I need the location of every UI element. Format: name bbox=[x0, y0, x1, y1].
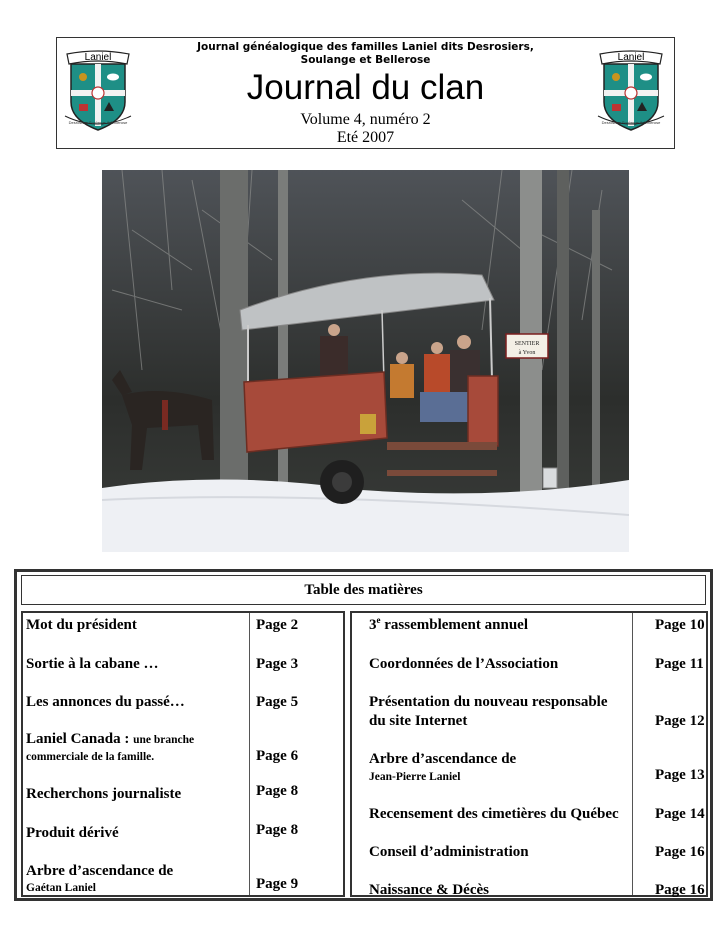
toc-column-left bbox=[21, 611, 345, 897]
season-label: Eté 2007 bbox=[336, 129, 395, 146]
toc-entry-title: Conseil d’administration bbox=[369, 844, 529, 860]
toc-entry-title: Mot du président bbox=[26, 617, 137, 633]
publisher-line: Journal généalogique des familles Laniel dits Desrosiers, bbox=[197, 41, 534, 53]
toc-column-right bbox=[350, 611, 708, 897]
toc-entry-page: Page 6 bbox=[256, 748, 299, 764]
toc-entry-page: Page 16 bbox=[655, 844, 705, 860]
crest-caption: Desrosiers Soulange & Bellerose bbox=[601, 120, 661, 125]
toc-entry-title: Naissance & Décès bbox=[369, 882, 489, 898]
toc-entry-title: Recherchons journaliste bbox=[26, 786, 182, 802]
toc-entry-page: Page 10 bbox=[655, 617, 705, 633]
toc-entry-title bbox=[26, 730, 194, 749]
toc-entry-subtitle: Jean-Pierre Laniel bbox=[369, 771, 461, 783]
toc-entry-title: Recensement des cimetières du Québec bbox=[369, 806, 619, 822]
crest-caption: Desrosiers Soulange & Bellerose bbox=[68, 120, 128, 125]
toc-entry-title-main: Laniel Canada : bbox=[26, 731, 134, 747]
toc-entry-page: Page 14 bbox=[655, 806, 705, 822]
toc-entry-page: Page 8 bbox=[256, 822, 299, 838]
volume-label: Volume 4, numéro 2 bbox=[300, 111, 431, 128]
toc-entry-title bbox=[369, 616, 528, 634]
toc-entry-title: Sortie à la cabane … bbox=[26, 656, 159, 672]
page-title: Journal du clan bbox=[246, 68, 485, 107]
trail-sign-text: à Yvon bbox=[518, 350, 536, 356]
toc-entry-page: Page 5 bbox=[256, 694, 299, 710]
masthead bbox=[56, 37, 675, 149]
toc-entry-page: Page 2 bbox=[256, 617, 299, 633]
toc-entry-page: Page 13 bbox=[655, 767, 705, 783]
toc-entry-page: Page 12 bbox=[655, 713, 705, 729]
publisher-line: Soulange et Bellerose bbox=[300, 54, 431, 66]
crest-banner: Laniel bbox=[84, 52, 112, 63]
toc-entry-subtitle: une branche bbox=[133, 734, 195, 746]
column-divider bbox=[249, 613, 250, 895]
table-of-contents bbox=[14, 569, 713, 901]
toc-entry-page: Page 11 bbox=[655, 656, 704, 672]
toc-entry-subtitle: Gaétan Laniel bbox=[26, 882, 96, 894]
coat-of-arms-icon bbox=[594, 50, 668, 142]
toc-entry-page: Page 9 bbox=[256, 876, 299, 892]
toc-entry-page: Page 3 bbox=[256, 656, 299, 672]
toc-entry-subtitle: commerciale de la famille. bbox=[26, 751, 155, 763]
toc-entry-superscript: e bbox=[376, 615, 381, 625]
toc-entry-title: Les annonces du passé… bbox=[26, 694, 185, 710]
toc-entry-title: Coordonnées de l’Association bbox=[369, 656, 559, 672]
toc-entry-page: Page 8 bbox=[256, 783, 299, 799]
toc-entry-number: 3 bbox=[369, 617, 377, 633]
toc-entry-title: du site Internet bbox=[369, 713, 468, 729]
toc-entry-page: Page 16 bbox=[655, 882, 705, 898]
toc-entry-title: Arbre d’ascendance de bbox=[369, 751, 517, 767]
toc-title: Table des matières bbox=[21, 575, 706, 605]
crest-banner: Laniel bbox=[617, 52, 645, 63]
toc-entry-title-main: rassemblement annuel bbox=[380, 617, 528, 633]
cover-photo bbox=[102, 170, 629, 552]
toc-entry-title: Arbre d’ascendance de bbox=[26, 863, 174, 879]
trail-sign-text: SENTIER bbox=[514, 341, 540, 347]
toc-entry-title: Présentation du nouveau responsable bbox=[369, 694, 608, 710]
toc-entry-title: Produit dérivé bbox=[26, 825, 119, 841]
column-divider bbox=[632, 613, 633, 895]
